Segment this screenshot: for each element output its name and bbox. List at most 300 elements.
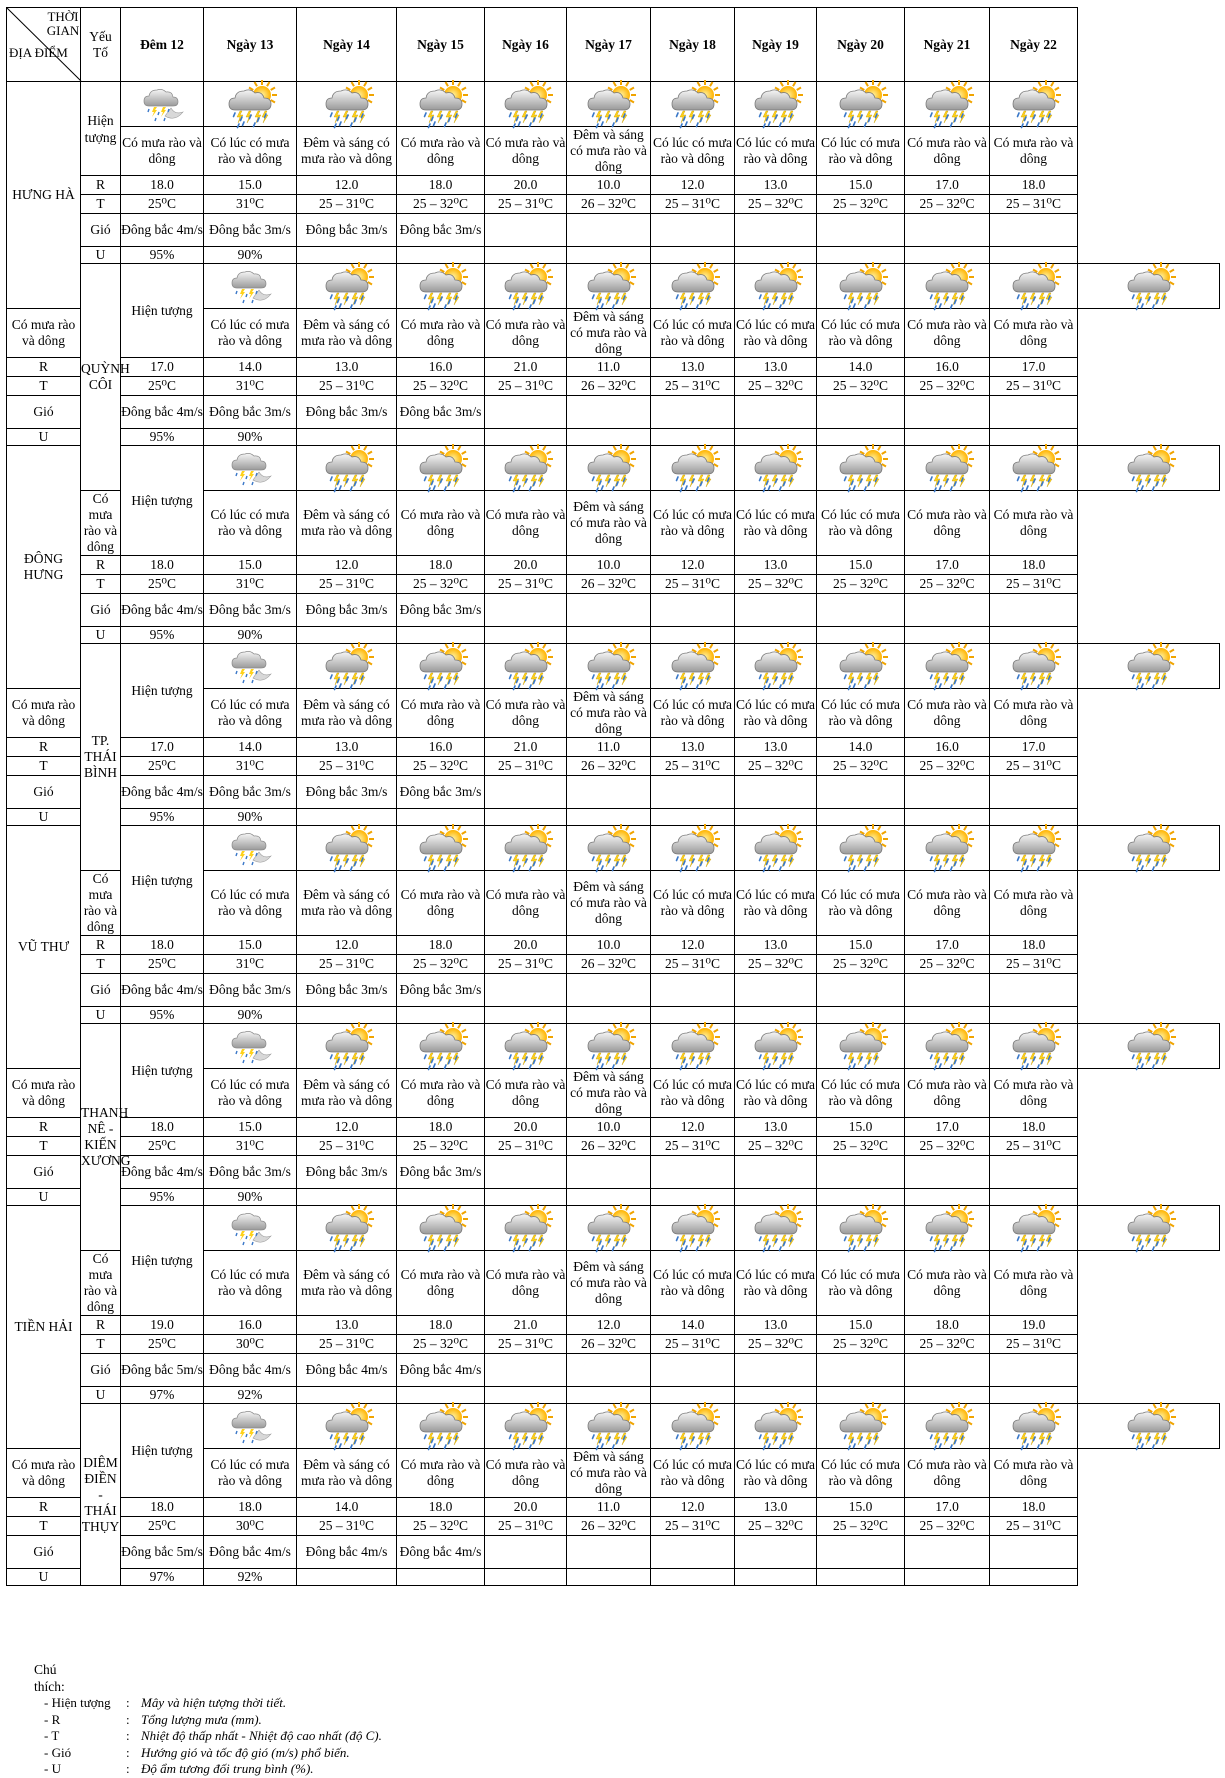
phenomenon-text: Có mưa rào và dông bbox=[397, 1069, 485, 1118]
wind-value bbox=[651, 1354, 735, 1387]
weather-icon-cell bbox=[905, 446, 990, 491]
weather-icon-cell bbox=[297, 446, 397, 491]
humidity-value bbox=[990, 1387, 1078, 1404]
sun-cloud-rain-thunder-icon bbox=[1118, 826, 1180, 870]
temp-value: 25⁰C bbox=[121, 377, 204, 396]
sun-cloud-rain-thunder-icon bbox=[745, 264, 807, 308]
weather-icon-cell bbox=[651, 1404, 735, 1449]
phenomenon-text: Có lúc có mưa rào và dông bbox=[651, 871, 735, 936]
temp-value: 31⁰C bbox=[204, 757, 297, 776]
temp-value: 25 – 32⁰C bbox=[817, 955, 905, 974]
rain-value: 18.0 bbox=[397, 176, 485, 195]
phenomenon-label: Hiện tượng bbox=[81, 82, 121, 176]
temp-value: 26 – 32⁰C bbox=[567, 377, 651, 396]
temp-value: 26 – 32⁰C bbox=[567, 1335, 651, 1354]
wind-value: Đông bắc 4m/s bbox=[204, 1536, 297, 1569]
wind-value bbox=[990, 214, 1078, 247]
temp-value: 25 – 32⁰C bbox=[817, 575, 905, 594]
rain-value: 18.0 bbox=[121, 936, 204, 955]
temp-value: 31⁰C bbox=[204, 575, 297, 594]
phenomenon-text: Có mưa rào và dông bbox=[121, 127, 204, 176]
weather-icon-cell bbox=[1078, 264, 1220, 309]
humidity-value bbox=[990, 429, 1078, 446]
humidity-label: U bbox=[81, 247, 121, 264]
phenomenon-text: Đêm và sáng có mưa rào và dông bbox=[297, 689, 397, 738]
humidity-value bbox=[397, 1189, 485, 1206]
rain-value: 18.0 bbox=[990, 1498, 1078, 1517]
rain-value: 16.0 bbox=[204, 1316, 297, 1335]
wind-value: Đông bắc 4m/s bbox=[397, 1536, 485, 1569]
temp-value: 31⁰C bbox=[204, 955, 297, 974]
humidity-row bbox=[7, 247, 1220, 264]
humidity-value bbox=[485, 627, 567, 644]
legend-item bbox=[34, 1761, 314, 1778]
sun-cloud-rain-thunder-icon bbox=[830, 1024, 892, 1068]
wind-value bbox=[485, 1354, 567, 1387]
sun-cloud-rain-thunder-icon bbox=[316, 1024, 378, 1068]
wind-value bbox=[567, 974, 651, 1007]
wind-value bbox=[905, 396, 990, 429]
phenomenon-text: Đêm và sáng có mưa rào và dông bbox=[567, 1251, 651, 1316]
temp-value: 25 – 32⁰C bbox=[735, 757, 817, 776]
temp-value: 25 – 31⁰C bbox=[990, 377, 1078, 396]
rain-value: 14.0 bbox=[204, 358, 297, 377]
legend bbox=[34, 1662, 382, 1778]
weather-icon-cell bbox=[485, 82, 567, 127]
phenomenon-text: Có mưa rào và dông bbox=[397, 1449, 485, 1498]
weather-icon-cell bbox=[121, 82, 204, 127]
sun-cloud-rain-thunder-icon bbox=[410, 264, 472, 308]
sun-cloud-rain-thunder-icon bbox=[578, 1404, 640, 1448]
rain-value: 11.0 bbox=[567, 1498, 651, 1517]
phenomenon-text: Có mưa rào và dông bbox=[905, 1449, 990, 1498]
rain-row bbox=[7, 176, 1220, 195]
humidity-value bbox=[651, 247, 735, 264]
weather-icon-cell bbox=[651, 446, 735, 491]
wind-value: Đông bắc 4m/s bbox=[297, 1536, 397, 1569]
humidity-value bbox=[485, 1569, 567, 1586]
temp-value: 25 – 31⁰C bbox=[651, 757, 735, 776]
rain-value: 15.0 bbox=[204, 1118, 297, 1137]
wind-value bbox=[905, 1156, 990, 1189]
phenomenon-text: Có lúc có mưa rào và dông bbox=[651, 127, 735, 176]
phenomenon-text: Đêm và sáng có mưa rào và dông bbox=[567, 127, 651, 176]
temp-value: 25 – 31⁰C bbox=[485, 757, 567, 776]
wind-row bbox=[7, 1156, 1220, 1189]
place-label: ĐỊA ĐIỂM bbox=[9, 45, 68, 60]
rain-value: 11.0 bbox=[567, 358, 651, 377]
temp-value: 25 – 31⁰C bbox=[485, 1335, 567, 1354]
temp-value: 30⁰C bbox=[204, 1517, 297, 1536]
temp-value: 25⁰C bbox=[121, 195, 204, 214]
sun-cloud-rain-thunder-icon bbox=[495, 644, 557, 688]
weather-icon-cell bbox=[297, 644, 397, 689]
phenomenon-label: Hiện tượng bbox=[121, 1206, 204, 1316]
humidity-value bbox=[397, 429, 485, 446]
sun-cloud-rain-thunder-icon bbox=[410, 446, 472, 490]
weather-icon-cell bbox=[485, 1206, 567, 1251]
phenomenon-text: Có lúc có mưa rào và dông bbox=[817, 1251, 905, 1316]
sun-cloud-rain-thunder-icon bbox=[745, 1024, 807, 1068]
weather-icon-cell bbox=[485, 1404, 567, 1449]
wind-value bbox=[651, 594, 735, 627]
sun-cloud-rain-thunder-icon bbox=[830, 1404, 892, 1448]
sun-cloud-rain-thunder-icon bbox=[495, 264, 557, 308]
sun-cloud-rain-thunder-icon bbox=[495, 82, 557, 126]
weather-icon-cell bbox=[204, 1024, 297, 1069]
weather-icon-cell bbox=[567, 644, 651, 689]
humidity-value: 92% bbox=[204, 1569, 297, 1586]
wind-value bbox=[651, 396, 735, 429]
sun-cloud-rain-thunder-icon bbox=[662, 1206, 724, 1250]
weather-icon-cell bbox=[990, 446, 1078, 491]
temp-label: T bbox=[7, 757, 81, 776]
weather-icon-cell bbox=[990, 644, 1078, 689]
temp-value: 25 – 32⁰C bbox=[397, 1335, 485, 1354]
temp-value: 25 – 31⁰C bbox=[485, 1137, 567, 1156]
wind-value: Đông bắc 4m/s bbox=[121, 776, 204, 809]
legend-colon: : bbox=[126, 1744, 130, 1760]
period-header: Đêm 12 bbox=[121, 8, 204, 82]
temp-row bbox=[7, 1137, 1220, 1156]
temp-value: 25 – 32⁰C bbox=[397, 955, 485, 974]
wind-value bbox=[735, 776, 817, 809]
rain-value: 12.0 bbox=[297, 936, 397, 955]
temp-value: 25 – 32⁰C bbox=[905, 955, 990, 974]
weather-icon-cell bbox=[990, 264, 1078, 309]
humidity-value bbox=[485, 1007, 567, 1024]
weather-icon-cell bbox=[297, 1024, 397, 1069]
rain-value: 17.0 bbox=[121, 358, 204, 377]
phenomenon-text: Có lúc có mưa rào và dông bbox=[735, 689, 817, 738]
rain-row bbox=[7, 936, 1220, 955]
temp-value: 25 – 32⁰C bbox=[735, 195, 817, 214]
sun-cloud-rain-thunder-icon bbox=[830, 82, 892, 126]
humidity-value bbox=[905, 247, 990, 264]
rain-value: 18.0 bbox=[397, 1316, 485, 1335]
temp-value: 25⁰C bbox=[121, 1335, 204, 1354]
wind-value bbox=[905, 594, 990, 627]
weather-icon-cell bbox=[1078, 644, 1220, 689]
sun-cloud-rain-thunder-icon bbox=[1003, 826, 1065, 870]
rain-value: 12.0 bbox=[651, 1498, 735, 1517]
humidity-value: 90% bbox=[204, 809, 297, 826]
weather-icon-cell bbox=[1078, 1024, 1220, 1069]
legend-key: - Hiện tượng bbox=[44, 1695, 111, 1710]
humidity-value: 92% bbox=[204, 1387, 297, 1404]
wind-label: Gió bbox=[81, 214, 121, 247]
humidity-row bbox=[7, 1189, 1220, 1206]
rain-value: 15.0 bbox=[204, 556, 297, 575]
humidity-value bbox=[735, 1189, 817, 1206]
humidity-value: 97% bbox=[121, 1387, 204, 1404]
phenomenon-text: Có lúc có mưa rào và dông bbox=[735, 127, 817, 176]
sun-cloud-rain-thunder-icon bbox=[578, 1024, 640, 1068]
humidity-value bbox=[567, 429, 651, 446]
wind-value bbox=[990, 1354, 1078, 1387]
wind-value bbox=[485, 974, 567, 1007]
phenomenon-text: Có mưa rào và dông bbox=[990, 1449, 1078, 1498]
sun-cloud-rain-thunder-icon bbox=[745, 446, 807, 490]
phenomenon-text: Có mưa rào và dông bbox=[7, 689, 81, 738]
temp-value: 25 – 32⁰C bbox=[905, 575, 990, 594]
legend-colon: : bbox=[126, 1761, 130, 1776]
rain-value: 20.0 bbox=[485, 1498, 567, 1517]
sun-cloud-rain-thunder-icon bbox=[410, 1404, 472, 1448]
phenomenon-text: Có mưa rào và dông bbox=[990, 127, 1078, 176]
rain-label: R bbox=[81, 556, 121, 575]
location-name: TP. THÁI BÌNH bbox=[81, 644, 121, 871]
legend-value: Tổng lượng mưa (mm). bbox=[141, 1711, 262, 1727]
humidity-value bbox=[990, 809, 1078, 826]
humidity-value bbox=[735, 809, 817, 826]
weather-icon-cell bbox=[204, 446, 297, 491]
sun-cloud-rain-thunder-icon bbox=[495, 1024, 557, 1068]
period-header: Ngày 15 bbox=[397, 8, 485, 82]
humidity-value bbox=[817, 247, 905, 264]
humidity-value bbox=[297, 429, 397, 446]
rain-value: 21.0 bbox=[485, 1316, 567, 1335]
wind-value: Đông bắc 3m/s bbox=[297, 396, 397, 429]
phenomenon-text: Có lúc có mưa rào và dông bbox=[735, 1449, 817, 1498]
wind-value bbox=[567, 776, 651, 809]
wind-value bbox=[485, 594, 567, 627]
sun-cloud-rain-thunder-icon bbox=[916, 1024, 978, 1068]
humidity-value bbox=[817, 1007, 905, 1024]
rain-value: 20.0 bbox=[485, 1118, 567, 1137]
wind-row bbox=[7, 594, 1220, 627]
rain-value: 18.0 bbox=[204, 1498, 297, 1517]
wind-value: Đông bắc 3m/s bbox=[397, 974, 485, 1007]
rain-value: 15.0 bbox=[817, 556, 905, 575]
humidity-value bbox=[817, 809, 905, 826]
weather-icon-cell bbox=[735, 1206, 817, 1251]
temp-value: 25 – 32⁰C bbox=[735, 377, 817, 396]
rain-value: 18.0 bbox=[397, 1118, 485, 1137]
sun-cloud-rain-thunder-icon bbox=[410, 644, 472, 688]
phenomenon-text: Có lúc có mưa rào và dông bbox=[204, 1069, 297, 1118]
wind-row bbox=[7, 1536, 1220, 1569]
rain-value: 17.0 bbox=[990, 358, 1078, 377]
temp-value: 25 – 31⁰C bbox=[485, 195, 567, 214]
wind-label: Gió bbox=[7, 1536, 81, 1569]
temp-value: 25 – 32⁰C bbox=[905, 1335, 990, 1354]
humidity-label: U bbox=[81, 627, 121, 644]
wind-value: Đông bắc 3m/s bbox=[204, 974, 297, 1007]
weather-icon-cell bbox=[397, 446, 485, 491]
wind-label: Gió bbox=[7, 396, 81, 429]
sun-cloud-rain-thunder-icon bbox=[1003, 1206, 1065, 1250]
rain-value: 18.0 bbox=[990, 1118, 1078, 1137]
phenomenon-text: Có lúc có mưa rào và dông bbox=[651, 1251, 735, 1316]
weather-icon-cell bbox=[397, 82, 485, 127]
wind-value bbox=[651, 214, 735, 247]
temp-value: 25 – 31⁰C bbox=[485, 955, 567, 974]
temp-value: 25 – 31⁰C bbox=[651, 955, 735, 974]
wind-value: Đông bắc 3m/s bbox=[297, 214, 397, 247]
weather-icon-cell bbox=[567, 264, 651, 309]
humidity-value: 90% bbox=[204, 429, 297, 446]
legend-colon: : bbox=[126, 1728, 130, 1743]
sun-cloud-rain-thunder-icon bbox=[745, 644, 807, 688]
rain-value: 18.0 bbox=[121, 1118, 204, 1137]
temp-value: 31⁰C bbox=[204, 1137, 297, 1156]
humidity-row bbox=[7, 429, 1220, 446]
sun-cloud-rain-thunder-icon bbox=[1118, 1206, 1180, 1250]
wind-value bbox=[905, 974, 990, 1007]
wind-value bbox=[651, 1536, 735, 1569]
rain-row bbox=[7, 556, 1220, 575]
wind-value bbox=[567, 1156, 651, 1189]
weather-icon-cell bbox=[817, 264, 905, 309]
wind-value bbox=[905, 1354, 990, 1387]
humidity-row bbox=[7, 1387, 1220, 1404]
rain-value: 18.0 bbox=[121, 1498, 204, 1517]
phenomenon-text: Có mưa rào và dông bbox=[7, 1069, 81, 1118]
wind-value: Đông bắc 4m/s bbox=[204, 1354, 297, 1387]
sun-cloud-rain-thunder-icon bbox=[662, 1404, 724, 1448]
night-cloud-rain-thunder-icon bbox=[219, 1404, 281, 1448]
humidity-value bbox=[990, 1189, 1078, 1206]
phenomenon-text: Đêm và sáng có mưa rào và dông bbox=[567, 689, 651, 738]
phenomenon-text: Có lúc có mưa rào và dông bbox=[817, 1069, 905, 1118]
sun-cloud-rain-thunder-icon bbox=[1003, 446, 1065, 490]
wind-value bbox=[817, 974, 905, 1007]
sun-cloud-rain-thunder-icon bbox=[578, 644, 640, 688]
period-header: Ngày 20 bbox=[817, 8, 905, 82]
sun-cloud-rain-thunder-icon bbox=[316, 826, 378, 870]
legend-value: Mây và hiện tượng thời tiết. bbox=[141, 1695, 287, 1710]
temp-value: 25 – 32⁰C bbox=[397, 575, 485, 594]
rain-value: 15.0 bbox=[817, 936, 905, 955]
rain-value: 12.0 bbox=[297, 1118, 397, 1137]
phenomenon-text: Có lúc có mưa rào và dông bbox=[651, 309, 735, 358]
phenomenon-text: Có lúc có mưa rào và dông bbox=[204, 871, 297, 936]
rain-value: 15.0 bbox=[204, 176, 297, 195]
rain-value: 18.0 bbox=[990, 936, 1078, 955]
forecast-table bbox=[6, 7, 1220, 1586]
phenomenon-text: Có lúc có mưa rào và dông bbox=[735, 1069, 817, 1118]
icon-row bbox=[7, 264, 1220, 309]
humidity-label: U bbox=[81, 1387, 121, 1404]
temp-label: T bbox=[7, 377, 81, 396]
wind-value bbox=[485, 1536, 567, 1569]
humidity-value bbox=[651, 627, 735, 644]
wind-label: Gió bbox=[81, 974, 121, 1007]
rain-value: 18.0 bbox=[121, 176, 204, 195]
humidity-value bbox=[905, 1189, 990, 1206]
wind-value bbox=[735, 1354, 817, 1387]
temp-value: 25 – 32⁰C bbox=[735, 1137, 817, 1156]
humidity-value bbox=[567, 1569, 651, 1586]
sun-cloud-rain-thunder-icon bbox=[662, 446, 724, 490]
legend-value: Nhiệt độ thấp nhất - Nhiệt độ cao nhất (độ C). bbox=[141, 1728, 382, 1743]
humidity-value bbox=[817, 1569, 905, 1586]
icon-row bbox=[7, 82, 1220, 127]
wind-value: Đông bắc 3m/s bbox=[204, 214, 297, 247]
weather-icon-cell bbox=[990, 82, 1078, 127]
sun-cloud-rain-thunder-icon bbox=[662, 826, 724, 870]
humidity-value bbox=[397, 247, 485, 264]
rain-value: 13.0 bbox=[735, 1498, 817, 1517]
humidity-value bbox=[651, 1189, 735, 1206]
period-header: Ngày 21 bbox=[905, 8, 990, 82]
sun-cloud-rain-thunder-icon bbox=[410, 1206, 472, 1250]
temp-value: 25 – 32⁰C bbox=[817, 195, 905, 214]
temp-value: 25 – 32⁰C bbox=[905, 1517, 990, 1536]
temp-row bbox=[7, 1517, 1220, 1536]
phenomenon-text: Có mưa rào và dông bbox=[905, 689, 990, 738]
phenomenon-text: Đêm và sáng có mưa rào và dông bbox=[297, 1069, 397, 1118]
sun-cloud-rain-thunder-icon bbox=[1003, 1024, 1065, 1068]
icon-row bbox=[7, 1206, 1220, 1251]
temp-value: 25 – 31⁰C bbox=[485, 575, 567, 594]
phenomenon-text: Có mưa rào và dông bbox=[485, 1449, 567, 1498]
temp-value: 25 – 32⁰C bbox=[397, 757, 485, 776]
wind-value: Đông bắc 3m/s bbox=[397, 214, 485, 247]
humidity-value: 97% bbox=[121, 1569, 204, 1586]
sun-cloud-rain-thunder-icon bbox=[495, 1404, 557, 1448]
humidity-value bbox=[567, 809, 651, 826]
night-cloud-rain-thunder-icon bbox=[219, 644, 281, 688]
weather-icon-cell bbox=[651, 1024, 735, 1069]
legend-key: - U bbox=[44, 1761, 61, 1776]
humidity-value bbox=[297, 1569, 397, 1586]
temp-value: 25 – 32⁰C bbox=[397, 377, 485, 396]
phenomenon-text: Có lúc có mưa rào và dông bbox=[651, 689, 735, 738]
temp-row bbox=[7, 575, 1220, 594]
rain-value: 13.0 bbox=[651, 738, 735, 757]
wind-value: Đông bắc 4m/s bbox=[121, 974, 204, 1007]
humidity-value bbox=[651, 1387, 735, 1404]
rain-value: 17.0 bbox=[905, 176, 990, 195]
phenomenon-text: Có mưa rào và dông bbox=[397, 1251, 485, 1316]
humidity-value bbox=[397, 1569, 485, 1586]
weather-icon-cell bbox=[735, 826, 817, 871]
temp-row bbox=[7, 377, 1220, 396]
weather-icon-cell bbox=[204, 1404, 297, 1449]
weather-icon-cell bbox=[651, 826, 735, 871]
wind-value bbox=[817, 776, 905, 809]
wind-value bbox=[817, 396, 905, 429]
rain-value: 17.0 bbox=[990, 738, 1078, 757]
weather-icon-cell bbox=[397, 1404, 485, 1449]
temp-value: 25 – 32⁰C bbox=[735, 1335, 817, 1354]
temp-value: 26 – 32⁰C bbox=[567, 575, 651, 594]
night-cloud-rain-thunder-icon bbox=[219, 1024, 281, 1068]
temp-value: 25 – 32⁰C bbox=[817, 377, 905, 396]
temp-value: 25 – 31⁰C bbox=[651, 1335, 735, 1354]
humidity-value bbox=[651, 429, 735, 446]
weather-icon-cell bbox=[204, 1206, 297, 1251]
phenomenon-text: Có mưa rào và dông bbox=[905, 871, 990, 936]
location-name: HƯNG HÀ bbox=[7, 82, 81, 309]
location-name: QUỲNH CÔI bbox=[81, 264, 121, 491]
humidity-value bbox=[651, 809, 735, 826]
sun-cloud-rain-thunder-icon bbox=[1118, 1404, 1180, 1448]
temp-value: 25 – 32⁰C bbox=[817, 1335, 905, 1354]
rain-value: 16.0 bbox=[905, 738, 990, 757]
rain-value: 15.0 bbox=[817, 1498, 905, 1517]
temp-value: 25 – 31⁰C bbox=[297, 195, 397, 214]
temp-value: 26 – 32⁰C bbox=[567, 1517, 651, 1536]
phenomenon-text: Có mưa rào và dông bbox=[397, 127, 485, 176]
wind-label: Gió bbox=[81, 594, 121, 627]
humidity-value bbox=[397, 1387, 485, 1404]
weather-icon-cell bbox=[397, 1024, 485, 1069]
phenomenon-text: Đêm và sáng có mưa rào và dông bbox=[297, 491, 397, 556]
phenomenon-text: Có mưa rào và dông bbox=[990, 871, 1078, 936]
